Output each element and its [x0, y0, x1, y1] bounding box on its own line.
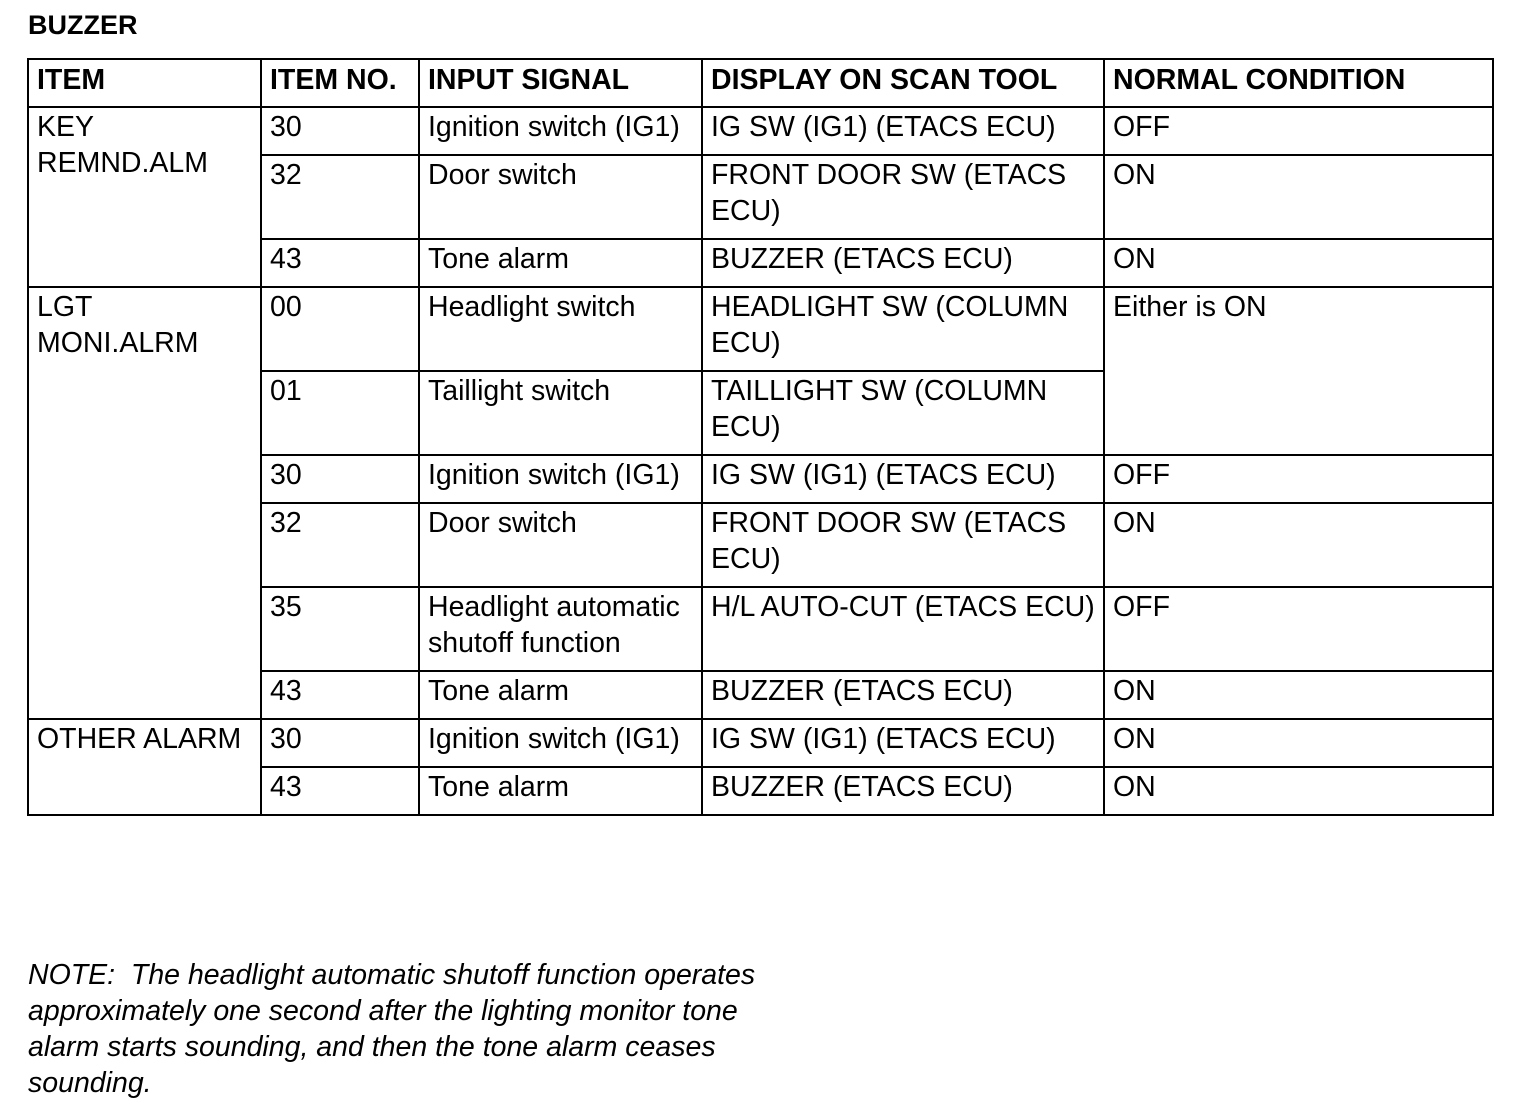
input-signal-cell: Headlight automatic shutoff function — [419, 587, 702, 671]
item-no-cell: 43 — [261, 671, 419, 719]
item-no-cell: 32 — [261, 155, 419, 239]
input-signal-cell: Door switch — [419, 503, 702, 587]
input-signal-cell: Door switch — [419, 155, 702, 239]
display-cell: BUZZER (ETACS ECU) — [702, 767, 1104, 815]
table-row — [28, 719, 1493, 767]
item-no-cell: 32 — [261, 503, 419, 587]
item-cell: LGT MONI.ALRM — [28, 287, 261, 719]
display-cell: IG SW (IG1) (ETACS ECU) — [702, 107, 1104, 155]
item-cell: KEY REMND.ALM — [28, 107, 261, 287]
normal-condition-cell: ON — [1104, 503, 1493, 587]
normal-condition-cell: ON — [1104, 239, 1493, 287]
item-no-cell: 30 — [261, 719, 419, 767]
normal-condition-cell: Either is ON — [1104, 287, 1493, 455]
input-signal-cell: Ignition switch (IG1) — [419, 107, 702, 155]
input-signal-cell: Headlight switch — [419, 287, 702, 371]
input-signal-cell: Ignition switch (IG1) — [419, 455, 702, 503]
header-input-signal: INPUT SIGNAL — [419, 59, 702, 107]
item-no-cell: 30 — [261, 455, 419, 503]
header-item: ITEM — [28, 59, 261, 107]
table-row — [28, 107, 1493, 155]
normal-condition-cell: OFF — [1104, 587, 1493, 671]
input-signal-cell: Taillight switch — [419, 371, 702, 455]
normal-condition-cell: OFF — [1104, 455, 1493, 503]
page-title: BUZZER — [28, 10, 138, 40]
normal-condition-cell: ON — [1104, 719, 1493, 767]
display-cell: IG SW (IG1) (ETACS ECU) — [702, 455, 1104, 503]
footnote: NOTE: The headlight automatic shutoff function operates approximately one second after the lighting monitor tone alarm starts sounding, and then the tone alarm ceases sounding. — [28, 959, 764, 1099]
display-cell: FRONT DOOR SW (ETACS ECU) — [702, 155, 1104, 239]
normal-condition-cell: ON — [1104, 767, 1493, 815]
item-no-cell: 00 — [261, 287, 419, 371]
display-cell: HEADLIGHT SW (COLUMN ECU) — [702, 287, 1104, 371]
display-cell: FRONT DOOR SW (ETACS ECU) — [702, 503, 1104, 587]
item-no-cell: 43 — [261, 767, 419, 815]
input-signal-cell: Tone alarm — [419, 671, 702, 719]
display-cell: IG SW (IG1) (ETACS ECU) — [702, 719, 1104, 767]
item-no-cell: 30 — [261, 107, 419, 155]
normal-condition-cell: ON — [1104, 671, 1493, 719]
table-header-row — [28, 59, 1493, 107]
header-normal-condition: NORMAL CONDITION — [1104, 59, 1493, 107]
display-cell: BUZZER (ETACS ECU) — [702, 671, 1104, 719]
item-no-cell: 01 — [261, 371, 419, 455]
display-cell: TAILLIGHT SW (COLUMN ECU) — [702, 371, 1104, 455]
item-no-cell: 43 — [261, 239, 419, 287]
normal-condition-cell: ON — [1104, 155, 1493, 239]
header-item-no: ITEM NO. — [261, 59, 419, 107]
header-display-on-scan-tool: DISPLAY ON SCAN TOOL — [702, 59, 1104, 107]
item-cell: OTHER ALARM — [28, 719, 261, 815]
display-cell: H/L AUTO-CUT (ETACS ECU) — [702, 587, 1104, 671]
table-row — [28, 287, 1493, 371]
normal-condition-cell: OFF — [1104, 107, 1493, 155]
item-no-cell: 35 — [261, 587, 419, 671]
input-signal-cell: Ignition switch (IG1) — [419, 719, 702, 767]
input-signal-cell: Tone alarm — [419, 239, 702, 287]
input-signal-cell: Tone alarm — [419, 767, 702, 815]
display-cell: BUZZER (ETACS ECU) — [702, 239, 1104, 287]
buzzer-table — [27, 58, 1494, 816]
